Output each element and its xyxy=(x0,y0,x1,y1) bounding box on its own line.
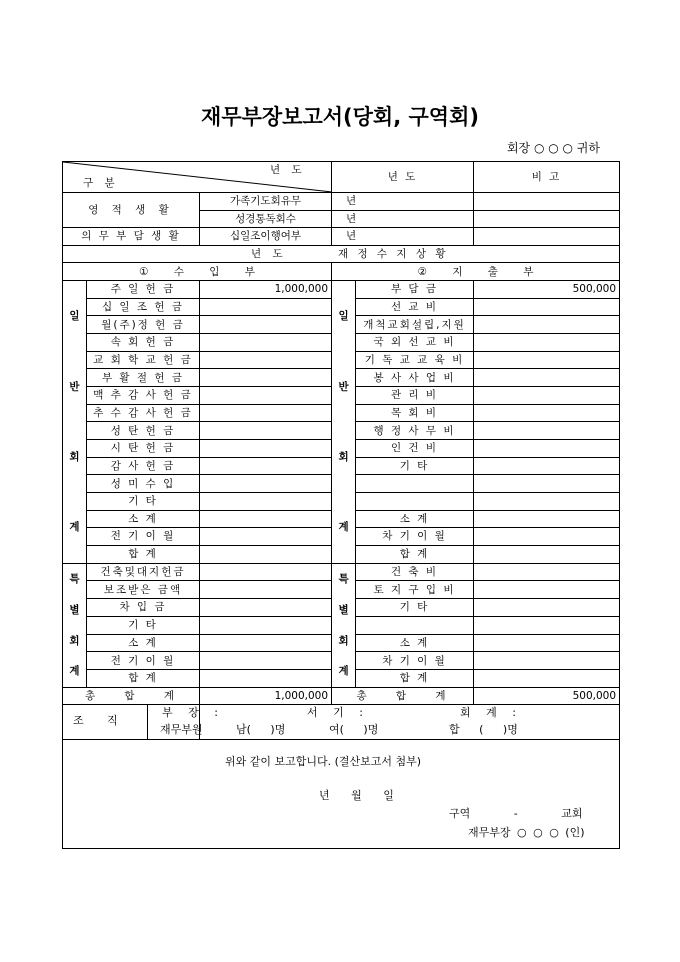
expense-amount xyxy=(474,652,620,670)
income-amount xyxy=(200,563,332,581)
income-item: 보조받은 금액 xyxy=(87,581,200,599)
year-top-label: 년 도 xyxy=(270,164,306,176)
grand-total-label: 총 합 계 xyxy=(63,687,200,705)
income-item: 차 입 금 xyxy=(87,599,200,617)
expense-amount xyxy=(474,439,620,457)
expense-item: 부 담 금 xyxy=(356,280,474,298)
ledger-row xyxy=(63,563,620,581)
footer-cell xyxy=(63,740,620,849)
income-item: 기 타 xyxy=(87,616,200,634)
income-amount xyxy=(200,404,332,422)
income-item: 합 계 xyxy=(87,669,200,687)
section-label-char: 반 xyxy=(338,380,349,393)
remark-header: 비 고 xyxy=(474,162,620,193)
expense-amount xyxy=(474,475,620,493)
section-label-char: 회 xyxy=(69,450,80,463)
status-year: 년 xyxy=(332,193,474,211)
section-label xyxy=(63,563,87,687)
org-treasurer: 회 계 : xyxy=(460,706,522,720)
page-title: 재무부장보고서(당회, 구역회) xyxy=(201,105,479,129)
expense-amount xyxy=(474,581,620,599)
org-members: 재무부원 xyxy=(160,723,203,737)
finance-title xyxy=(63,245,620,263)
income-amount xyxy=(200,599,332,617)
income-header: ① 수 입 부 xyxy=(63,263,332,281)
income-amount xyxy=(200,510,332,528)
addressee: 회장 ○ ○ ○ 귀하 xyxy=(506,141,600,155)
section-label-char: 반 xyxy=(69,380,80,393)
org-secretary: 서 기 : xyxy=(307,706,369,720)
section-label-char: 일 xyxy=(69,310,80,323)
expense-item: 국 외 선 교 비 xyxy=(356,333,474,351)
expense-amount xyxy=(474,333,620,351)
income-amount: 1,000,000 xyxy=(200,280,332,298)
expense-item: 소 계 xyxy=(356,634,474,652)
expense-amount xyxy=(474,422,620,440)
income-item: 맥 추 감 사 헌 금 xyxy=(87,386,200,404)
expense-item: 합 계 xyxy=(356,545,474,563)
expense-item: 차 기 이 월 xyxy=(356,652,474,670)
expense-amount xyxy=(474,316,620,334)
duty-life-label: 의 무 부 담 생 활 xyxy=(63,228,200,246)
expense-amount xyxy=(474,528,620,546)
general-section xyxy=(63,280,620,563)
income-amount xyxy=(200,475,332,493)
expense-amount: 500,000 xyxy=(474,280,620,298)
org-label: 조 직 xyxy=(73,714,128,728)
gubun-header-cell xyxy=(63,162,332,193)
finance-year: 년 도 xyxy=(251,248,287,261)
income-amount xyxy=(200,422,332,440)
income-item: 감 사 헌 금 xyxy=(87,457,200,475)
status-item: 가족기도회유무 xyxy=(200,193,332,211)
special-section xyxy=(63,563,620,687)
expense-item: 인 건 비 xyxy=(356,439,474,457)
income-amount xyxy=(200,581,332,599)
income-item: 전 기 이 월 xyxy=(87,528,200,546)
income-amount xyxy=(200,457,332,475)
spiritual-life-label: 영 적 생 활 xyxy=(63,193,200,228)
expense-amount xyxy=(474,457,620,475)
expense-item xyxy=(356,616,474,634)
income-item: 전 기 이 월 xyxy=(87,652,200,670)
expense-amount xyxy=(474,492,620,510)
org-detail xyxy=(160,705,620,740)
org-total: 합 ( )명 xyxy=(449,723,518,737)
section-label-char: 계 xyxy=(338,665,349,678)
expense-header: ② 지 출 부 xyxy=(332,263,620,281)
section-label-char: 특 xyxy=(338,572,349,585)
expense-amount xyxy=(474,545,620,563)
org-chief: 부 장 : xyxy=(162,706,224,720)
income-amount xyxy=(200,669,332,687)
section-label-expense xyxy=(332,280,356,563)
expense-item xyxy=(356,492,474,510)
status-remark xyxy=(474,210,620,228)
expense-amount xyxy=(474,404,620,422)
expense-item: 선 교 비 xyxy=(356,298,474,316)
expense-amount xyxy=(474,369,620,387)
expense-item: 소 계 xyxy=(356,510,474,528)
section-label-char: 회 xyxy=(338,450,349,463)
income-amount xyxy=(200,616,332,634)
finance-text: 재 정 수 지 상 황 xyxy=(337,248,449,261)
income-item: 주 일 헌 금 xyxy=(87,280,200,298)
income-amount xyxy=(200,333,332,351)
expense-item: 기 타 xyxy=(356,457,474,475)
expense-amount xyxy=(474,386,620,404)
expense-amount xyxy=(474,599,620,617)
report-signer: 재무부장 ○ ○ ○ (인) xyxy=(468,826,585,840)
org-male: 남( )명 xyxy=(236,723,286,737)
income-item: 기 타 xyxy=(87,492,200,510)
section-label-char: 회 xyxy=(69,634,80,647)
income-item: 월(주)정 헌 금 xyxy=(87,316,200,334)
grand-total-expense: 500,000 xyxy=(474,687,620,705)
expense-item: 건 축 비 xyxy=(356,563,474,581)
income-item: 부 활 절 헌 금 xyxy=(87,369,200,387)
section-label-char: 일 xyxy=(338,310,349,323)
income-amount xyxy=(200,386,332,404)
section-label-char: 계 xyxy=(338,521,349,534)
expense-amount xyxy=(474,510,620,528)
expense-item: 행 정 사 무 비 xyxy=(356,422,474,440)
income-item: 십 일 조 헌 금 xyxy=(87,298,200,316)
expense-amount xyxy=(474,563,620,581)
section-label-char: 회 xyxy=(338,634,349,647)
income-item: 건축및대지헌금 xyxy=(87,563,200,581)
section-label xyxy=(63,280,87,563)
income-item: 합 계 xyxy=(87,545,200,563)
income-item: 소 계 xyxy=(87,634,200,652)
income-amount xyxy=(200,439,332,457)
income-item: 속 회 헌 금 xyxy=(87,333,200,351)
expense-amount xyxy=(474,616,620,634)
income-amount xyxy=(200,298,332,316)
expense-amount xyxy=(474,669,620,687)
income-amount xyxy=(200,545,332,563)
expense-item: 기 독 교 교 육 비 xyxy=(356,351,474,369)
income-amount xyxy=(200,652,332,670)
income-amount xyxy=(200,316,332,334)
grand-total-income: 1,000,000 xyxy=(200,687,332,705)
income-item: 소 계 xyxy=(87,510,200,528)
income-amount xyxy=(200,492,332,510)
expense-item: 목 회 비 xyxy=(356,404,474,422)
expense-item: 개척교회설립,지원 xyxy=(356,316,474,334)
report-district: 구역 - 교회 xyxy=(449,807,583,821)
section-label-char: 계 xyxy=(69,665,80,678)
section-label-char: 특 xyxy=(69,572,80,585)
expense-item: 봉 사 사 업 비 xyxy=(356,369,474,387)
income-amount xyxy=(200,528,332,546)
status-year: 년 xyxy=(332,210,474,228)
section-label-char: 계 xyxy=(69,521,80,534)
income-item: 추 수 감 사 헌 금 xyxy=(87,404,200,422)
income-item: 성 미 수 입 xyxy=(87,475,200,493)
expense-item: 토 지 구 입 비 xyxy=(356,581,474,599)
expense-item: 차 기 이 월 xyxy=(356,528,474,546)
duty-item: 십일조이행여부 xyxy=(200,228,332,246)
income-item: 교 회 학 교 헌 금 xyxy=(87,351,200,369)
report-text: 위와 같이 보고합니다. (결산보고서 첨부) xyxy=(225,755,422,769)
ledger-row xyxy=(63,280,620,298)
year-header: 년 도 xyxy=(332,162,474,193)
income-item: 시 탄 헌 금 xyxy=(87,439,200,457)
section-label-char: 별 xyxy=(69,603,80,616)
report-form xyxy=(62,161,619,849)
gubun-label: 구 분 xyxy=(83,177,119,189)
section-label-char: 별 xyxy=(338,603,349,616)
duty-remark xyxy=(474,228,620,246)
grand-total-label-expense: 총 합 계 xyxy=(332,687,474,705)
expense-item: 기 타 xyxy=(356,599,474,617)
income-amount xyxy=(200,351,332,369)
income-amount xyxy=(200,634,332,652)
income-amount xyxy=(200,369,332,387)
status-remark xyxy=(474,193,620,211)
expense-item: 관 리 비 xyxy=(356,386,474,404)
expense-amount xyxy=(474,351,620,369)
expense-item xyxy=(356,475,474,493)
section-label-expense xyxy=(332,563,356,687)
expense-item: 합 계 xyxy=(356,669,474,687)
expense-amount xyxy=(474,298,620,316)
expense-amount xyxy=(474,634,620,652)
status-item: 성경통독회수 xyxy=(200,210,332,228)
duty-year: 년 xyxy=(332,228,474,246)
income-item: 성 탄 헌 금 xyxy=(87,422,200,440)
report-date: 년 월 일 xyxy=(319,789,394,803)
org-female: 여( )명 xyxy=(329,723,379,737)
